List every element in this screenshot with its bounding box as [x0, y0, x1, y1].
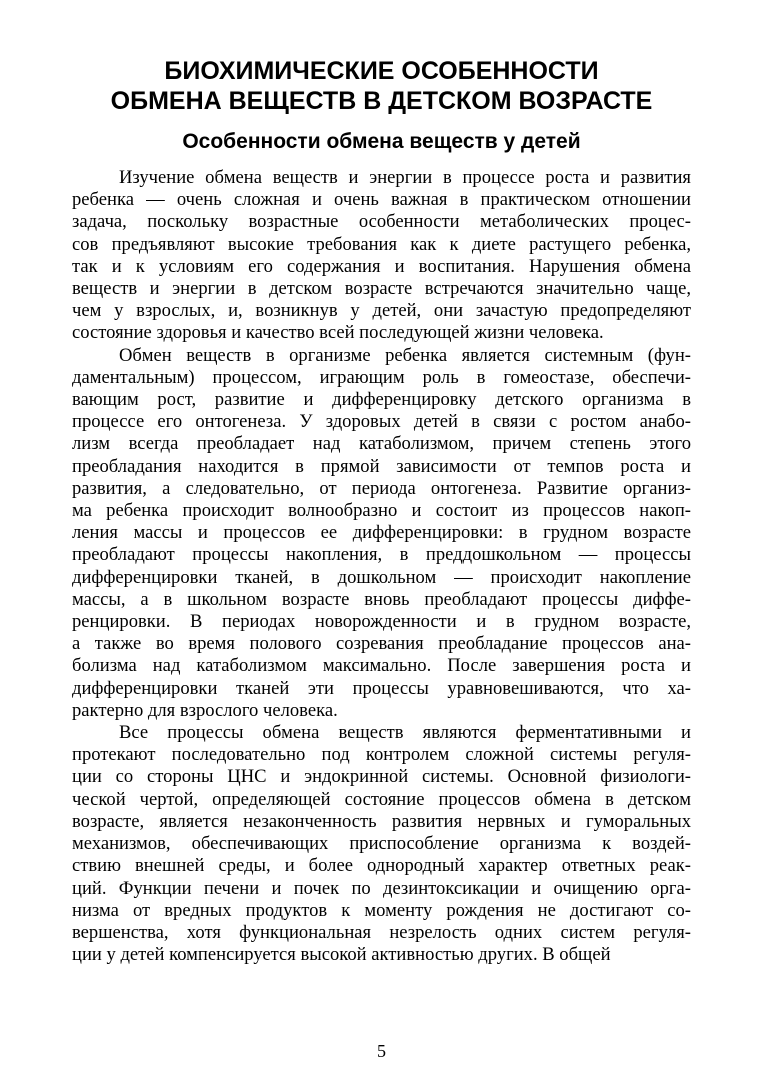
text-line: ции со стороны ЦНС и эндокринной системы. Основной физиологи- — [72, 766, 691, 788]
page-number: 5 — [377, 1041, 386, 1061]
text-line: вающим рост, развитие и дифференцировку детского организма в — [72, 389, 692, 411]
text-line: Обмен веществ в организме ребенка является системным (фун- — [119, 344, 691, 366]
text-line: болизма над катаболизмом максимально. После завершения роста и — [72, 655, 691, 677]
text-line: низма от вредных продуктов к моменту рождения не достигают со- — [72, 899, 691, 921]
text-line: Все процессы обмена веществ являются ферментативными и — [119, 722, 691, 744]
text-line: чем у взрослых, и, возникнув у детей, они зачастую предопределяют — [72, 300, 691, 322]
text-line: протекают последовательно под контролем сложной системы регуля- — [72, 744, 691, 766]
paragraph — [72, 722, 691, 966]
text-line: лизм всегда преобладает над катаболизмом, причем степень этого — [72, 433, 691, 455]
text-line: развития, а следовательно, от периода онтогенеза. Развитие организ- — [72, 477, 691, 499]
text-line: вершенства, хотя функциональная незрелость одних систем регуля- — [72, 921, 691, 943]
chapter-title-line-2: ОБМЕНА ВЕЩЕСТВ В ДЕТСКОМ ВОЗРАСТЕ — [110, 87, 653, 115]
text-line: задача, поскольку возрастные особенности метаболических процес- — [72, 211, 691, 233]
text-line: ствию внешней среды, и более однородный характер ответных реак- — [72, 855, 691, 877]
chapter-title — [60, 56, 703, 116]
text-line: веществ и энергии в детском возрасте встречаются значительно чаще, — [72, 278, 691, 300]
text-line: преобладания находится в прямой зависимости от темпов роста и — [72, 455, 691, 477]
text-line: Изучение обмена веществ и энергии в процессе роста и развития — [119, 167, 691, 188]
text-line: дифференцировки тканей, в дошкольном — происходит накопление — [72, 566, 691, 588]
paragraph — [72, 345, 691, 722]
text-line: процессе его онтогенеза. У здоровых детей в связи с ростом анабо- — [72, 411, 691, 433]
chapter-title-line-1: БИОХИМИЧЕСКИЕ ОСОБЕННОСТИ — [164, 57, 599, 85]
text-line: ческой чертой, определяющей состояние процессов обмена в детском — [72, 788, 691, 810]
text-line: ренцировки. В периодах новорожденности и в грудном возрасте, — [72, 611, 691, 633]
text-line: массы, а в школьном возрасте вновь преобладают процессы диффе- — [72, 588, 691, 610]
section-subtitle: Особенности обмена веществ у детей — [182, 130, 581, 153]
text-line: ребенка — очень сложная и очень важная в практическом отношении — [72, 189, 691, 211]
body-text — [72, 167, 691, 966]
text-line: ций. Функции печени и почек по дезинтоксикации и очищению орга- — [72, 877, 691, 899]
text-line: ления массы и процессов ее дифференцировки: в грудном возрасте — [72, 522, 691, 544]
text-line: преобладают процессы накопления, в преддошкольном — процессы — [72, 544, 692, 566]
text-line: ма ребенка происходит волнообразно и состоит из процессов накоп- — [72, 500, 691, 522]
text-line: так и к условиям его содержания и воспитания. Нарушения обмена — [72, 255, 691, 277]
text-line: дифференцировки тканей эти процессы уравновешиваются, что ха- — [72, 677, 691, 699]
text-line: механизмов, обеспечивающих приспособление организма к воздей- — [72, 833, 691, 855]
text-line: возрасте, является незаконченность развития нервных и гуморальных — [72, 810, 691, 832]
text-line: состояние здоровья и качество всей последующей жизни человека. — [72, 322, 604, 344]
text-line: рактерно для взрослого человека. — [72, 699, 338, 721]
text-line: сов предъявляют высокие требования как к диете растущего ребенка, — [72, 233, 691, 255]
paragraph — [72, 167, 691, 345]
text-line: а также во время полового созревания преобладание процессов ана- — [72, 633, 691, 655]
text-line: ции у детей компенсируется высокой активностью других. В общей — [72, 944, 611, 966]
text-line: даментальным) процессом, играющим роль в гомеостазе, обеспечи- — [72, 366, 692, 388]
